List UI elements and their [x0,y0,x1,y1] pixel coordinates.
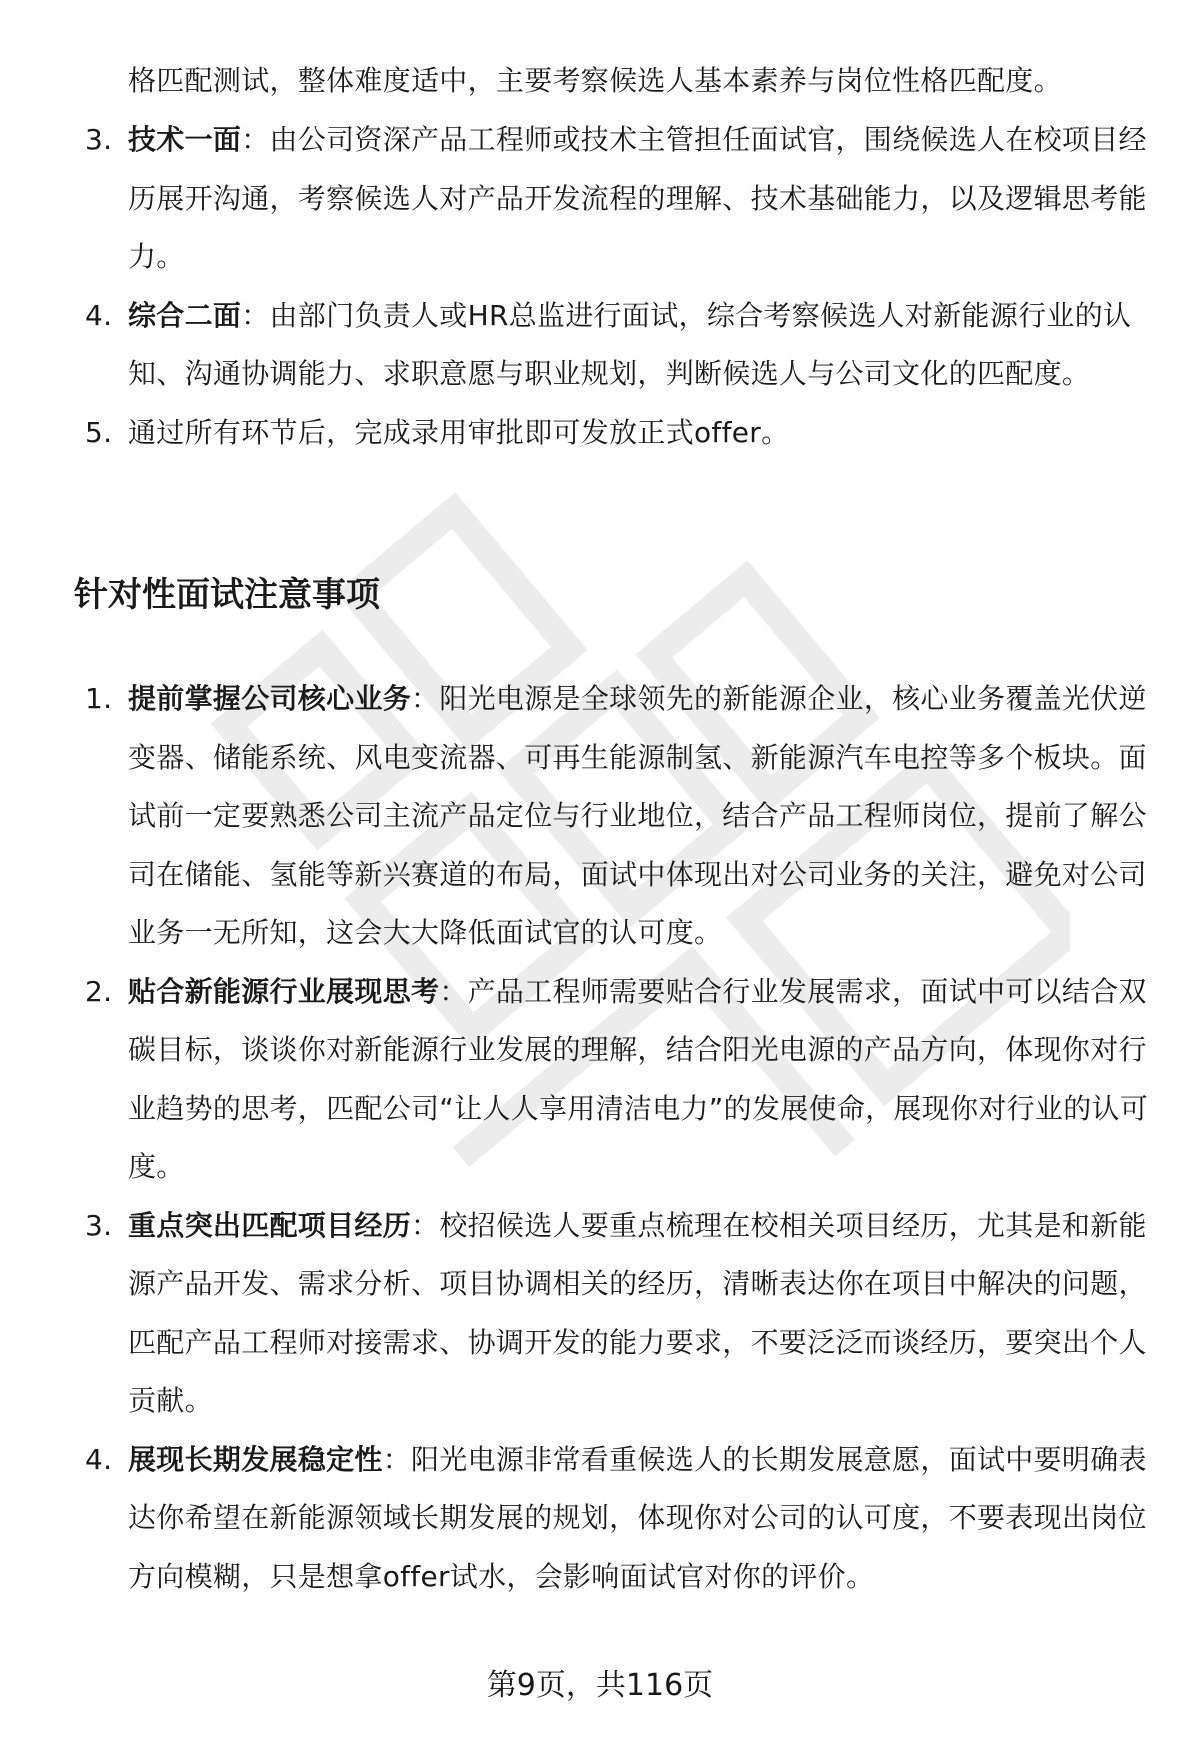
list-number: 5. [85,415,113,449]
section-heading: 针对性面试注意事项 [74,575,380,615]
list-item [80,1431,1155,1607]
list-number: 3. [85,123,113,156]
item-text: ：由部门负责人或HR总监进行面试，综合考察候选人对新能源行业的认知、沟通协调能力、求职意愿与职业规划，判断候选人与公司文化的匹配度。 [128,298,1132,390]
item-text: ：由公司资深产品工程师或技术主管担任面试官，围绕候选人在校项目经历展开沟通，考察候选人对产品开发流程的理解、技术基础能力，以及逻辑思考能力。 [128,123,1147,273]
list-number: 2. [85,974,113,1008]
continuation-text: 格匹配测试，整体难度适中，主要考察候选人基本素养与岗位性格匹配度。 [128,64,1062,97]
list-number: 4. [85,298,113,332]
item-title: 提前掌握公司核心业务 [128,682,412,715]
item-text: 通过所有环节后，完成录用审批即可发放正式offer。 [128,415,790,449]
item-title: 综合二面 [128,298,242,332]
list-item [80,670,1155,963]
item-title: 重点突出匹配项目经历 [128,1208,412,1242]
tips-list [80,670,1155,1606]
list-number: 4. [85,1442,113,1476]
item-text: ：产品工程师需要贴合行业发展需求，面试中可以结合双碳目标，谈谈你对新能源行业发展的理解，结合阳光电源的产品方向，体现你对行业趋势的思考，匹配公司“让人人享用清洁电力”的发展使命，展现你对行业的认可度。 [128,974,1149,1183]
list-number: 3. [85,1208,113,1242]
list-item [80,404,1155,463]
item-text: ：阳光电源是全球领先的新能源企业，核心业务覆盖光伏逆变器、储能系统、风电变流器、可再生能源制氢、新能源汽车电控等多个板块。面试前一定要熟悉公司主流产品定位与行业地位，结合产品工程师岗位，提前了解公司在储能、氢能等新兴赛道的布局，面试中体现出对公司业务的关注，避免对公司业务一无所知，这会大大降低面试官的认可度。 [128,682,1147,949]
item-title: 展现长期发展稳定性 [128,1442,383,1476]
item-text: ：阳光电源非常看重候选人的长期发展意愿，面试中要明确表达你希望在新能源领域长期发展的规划，体现你对公司的认可度，不要表现出岗位方向模糊，只是想拿offer试水，会影响面试官对你的评价。 [128,1442,1147,1593]
page-footer: 第9页，共116页 [486,1668,714,1703]
item-title: 技术一面 [128,123,242,156]
list-item [80,1197,1155,1431]
list-item [80,111,1155,287]
process-list [80,111,1155,462]
list-item [80,963,1155,1197]
list-item [80,287,1155,404]
item-text: ：校招候选人要重点梳理在校相关项目经历，尤其是和新能源产品开发、需求分析、项目协调相关的经历，清晰表达你在项目中解决的问题，匹配产品工程师对接需求、协调开发的能力要求，不要泛泛而谈经历，要突出个人贡献。 [128,1208,1147,1417]
list-number: 1. [85,682,113,715]
item-title: 贴合新能源行业展现思考 [128,974,440,1008]
